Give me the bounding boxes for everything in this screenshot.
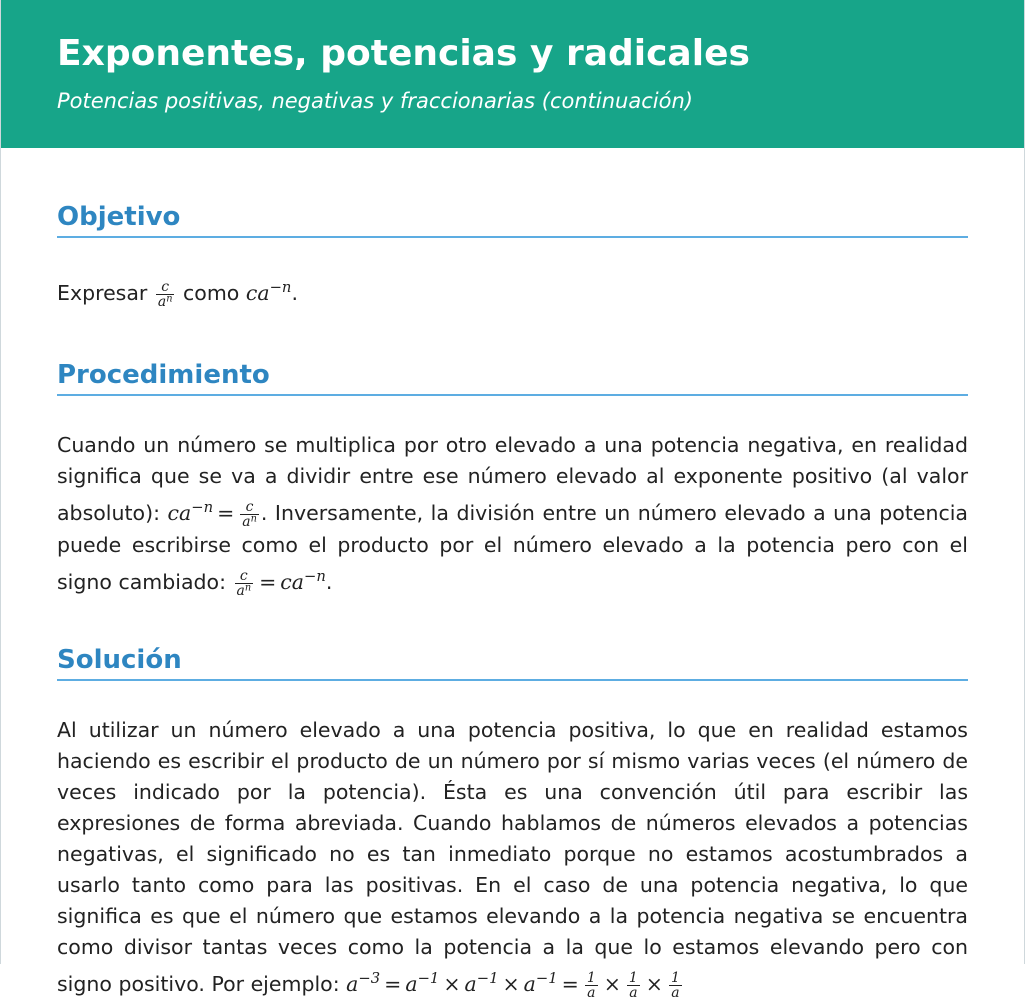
frac-num: c — [235, 569, 254, 585]
equals-sign: = — [561, 972, 579, 997]
frac-den: a — [629, 985, 638, 1001]
expr-ca-neg-n — [246, 281, 292, 305]
fraction-1-over-a — [669, 971, 682, 1001]
times-sign: × — [443, 972, 461, 997]
expr-base: ca — [280, 570, 304, 595]
example-expression — [346, 972, 583, 996]
solution-text-body: Al utilizar un número elevado a una potencia positiva, lo que en realidad estamos haciendo es escribir el producto de un número por sí mismo varias veces (el número de veces indicado por la potencia). Ésta es una convención útil para escribir las expresiones de forma abreviada. Cuando hablamos de números elevados a potencias negativas, el significado no es tan inmediato porque no estamos acostumbrados a usarlo tanto como para las positivas. En el caso de una potencia negativa, lo que significa es que el número que estamos elevando a la potencia negativa se encuentra como divisor tantas veces como la potencia a la que lo estamos elevando pero con signo positivo. Por ejemplo: — [57, 718, 968, 997]
times-sign: × — [645, 972, 663, 997]
objective-text — [57, 272, 968, 310]
objective-middle: como — [183, 281, 240, 306]
content — [1, 148, 1024, 1001]
times-sign: × — [603, 972, 621, 997]
solution-text — [57, 715, 968, 1001]
den-base: a — [236, 583, 245, 600]
den-exp: n — [166, 293, 173, 305]
times-group — [600, 972, 625, 996]
example-exp: −1 — [417, 970, 440, 987]
expr-eq-ca-neg-n — [255, 570, 326, 594]
expr-ca-neg-n-eq — [168, 501, 239, 525]
den-base: a — [157, 294, 167, 311]
solution-heading: Solución — [57, 643, 968, 681]
example-exp: −1 — [476, 970, 499, 987]
page-subtitle: Potencias positivas, negativas y fraccionarias (continuación) — [57, 89, 693, 113]
frac-den: a — [671, 985, 680, 1001]
example-exp: −3 — [358, 970, 381, 987]
times-group — [642, 972, 667, 996]
fraction-1-over-a — [627, 971, 640, 1001]
example-base: a — [464, 972, 477, 997]
page-title: Exponentes, potencias y radicales — [57, 33, 750, 74]
equals-sign: = — [217, 501, 235, 526]
expr-base: ca — [167, 501, 192, 526]
objective-prefix: Expresar — [57, 281, 148, 306]
times-sign: × — [502, 972, 520, 997]
expr-exp: −n — [269, 279, 292, 296]
procedure-heading: Procedimiento — [57, 358, 968, 396]
expr-exp: −n — [304, 568, 326, 585]
objective-section — [57, 148, 968, 310]
example-exp: −1 — [535, 970, 558, 987]
frac-den — [240, 515, 259, 530]
solution-section — [57, 599, 968, 1001]
fraction-c-over-a-n — [235, 569, 254, 599]
den-base: a — [242, 514, 251, 531]
frac-num: 1 — [586, 969, 596, 986]
fraction-c-over-a-n — [156, 280, 175, 310]
example-base: a — [405, 972, 418, 997]
frac-num: c — [240, 500, 259, 516]
example-base: a — [523, 972, 536, 997]
procedure-text — [57, 430, 968, 599]
fraction-1-over-a — [585, 971, 598, 1001]
equals-sign: = — [259, 570, 277, 595]
den-exp: n — [250, 513, 257, 525]
frac-num: c — [156, 280, 175, 296]
procedure-text-part2: . Inversamente, la división entre un número elevado a una potencia puede escribirse como el producto por el número elevado a la potencia pero con el signo cambiado: — [57, 501, 968, 595]
expr-exp: −n — [191, 499, 214, 516]
equals-sign: = — [384, 972, 402, 997]
den-exp: n — [244, 582, 252, 594]
expr-base: ca — [245, 281, 270, 306]
procedure-section — [57, 310, 968, 599]
header-banner — [1, 0, 1024, 148]
frac-den — [156, 295, 175, 310]
fraction-c-over-a-n — [240, 500, 259, 530]
procedure-text-part3: . — [325, 570, 333, 595]
objective-heading: Objetivo — [57, 200, 968, 238]
procedure-text-part1: Cuando un número se multiplica por otro elevado a una potencia negativa, en realidad significa que se va a dividir entre ese número elevado al exponente positivo (al valor absoluto): — [57, 433, 968, 526]
frac-den: a — [587, 985, 596, 1001]
example-base: a — [346, 972, 359, 997]
objective-suffix: . — [291, 281, 298, 306]
frac-num: 1 — [670, 969, 680, 986]
frac-den — [235, 584, 254, 599]
frac-num: 1 — [628, 969, 638, 986]
